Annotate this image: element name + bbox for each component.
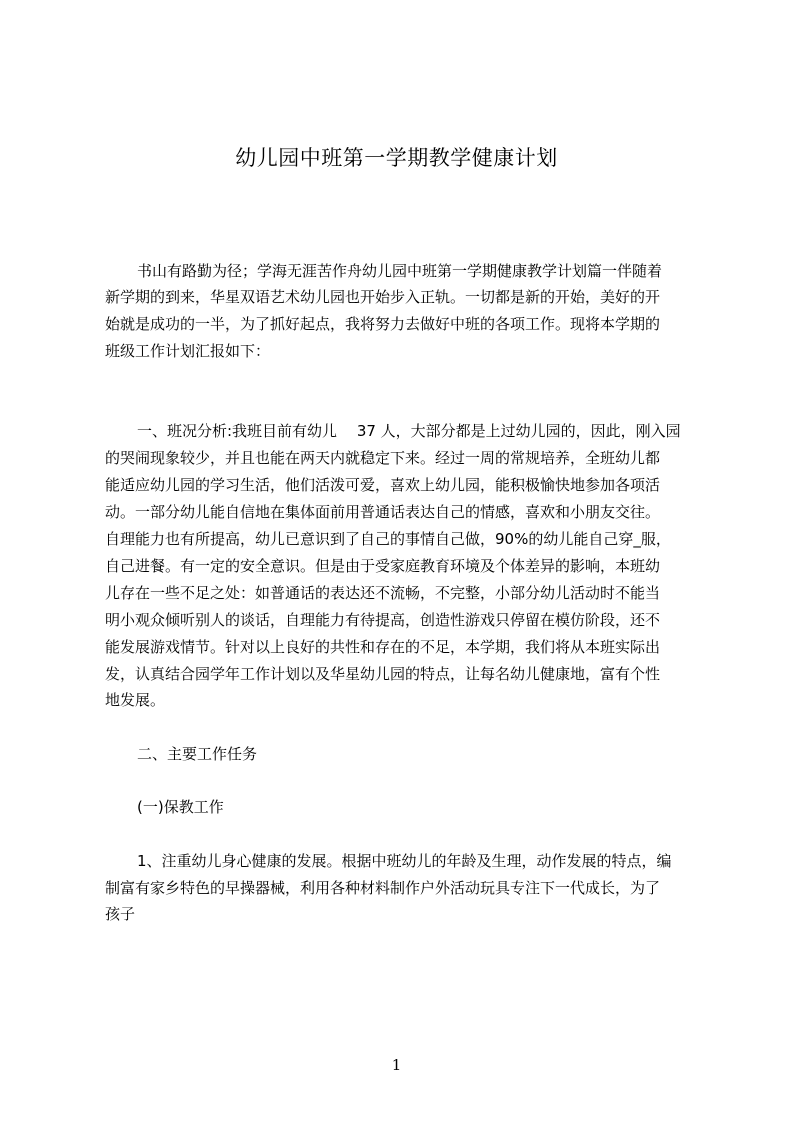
text-line: 动。一部分幼儿能自信地在集体面前用普通话表达自己的情感，喜欢和小朋友交往。: [105, 503, 661, 521]
text-line: 书山有路勤为径；学海无涯苦作舟幼儿园中班第一学期健康教学计划篇一伴随着: [137, 262, 663, 280]
document-title: 幼儿园中班第一学期教学健康计划: [235, 146, 558, 170]
page-number: 1: [391, 1056, 402, 1074]
text-line: 的哭闹现象较少，并且也能在两天内就稳定下来。经过一周的常规培养，全班幼儿都: [105, 449, 661, 467]
text-line: 孩子: [105, 905, 136, 923]
text-line: 制富有家乡特色的早操器械，利用各种材料制作户外活动玩具专注下一代成长，为了: [105, 879, 661, 897]
text-line: 始就是成功的一半，为了抓好起点，我将努力去做好中班的各项工作。现将本学期的: [105, 315, 661, 333]
text-line: 发，认真结合园学年工作计划以及华星幼儿园的特点，让每名幼儿健康地，富有个性: [105, 665, 661, 683]
text-line: 自己进餐。有一定的安全意识。但是由于受家庭教育环境及个体差异的影响，本班幼: [105, 557, 661, 575]
text-line: 能适应幼儿园的学习生活，他们活泼可爱，喜欢上幼儿园，能积极愉快地参加各项活: [105, 476, 661, 494]
text-line: 能发展游戏情节。针对以上良好的共性和存在的不足，本学期，我们将从本班实际出: [105, 638, 661, 656]
text-line: 自理能力也有所提高，幼儿已意识到了自己的事情自己做，90%的幼儿能自己穿_服，: [105, 530, 671, 548]
text-line: 明小观众倾听别人的谈话，自理能力有待提高，创造性游戏只停留在模仿阶段，还不: [105, 611, 661, 629]
text-line: 班级工作计划汇报如下：: [105, 342, 271, 360]
text-line: 1、注重幼儿身心健康的发展。根据中班幼儿的年龄及生理，动作发展的特点，编: [137, 852, 672, 870]
text-line: 新学期的到来，华星双语艺术幼儿园也开始步入正轨。一切都是新的开始，美好的开: [105, 288, 661, 306]
text-line: 地发展。: [105, 691, 166, 709]
text-line: 儿存在一些不足之处：如普通话的表达还不流畅，不完整，小部分幼儿活动时不能当: [105, 584, 661, 602]
section-heading-main-tasks: 二、主要工作任务: [137, 745, 258, 763]
text-line: 一、班况分析:我班目前有幼儿 37 人，大部分都是上过幼儿园的，因此，刚入园: [137, 422, 681, 440]
subsection-heading-care-education: (一)保教工作: [137, 798, 224, 816]
